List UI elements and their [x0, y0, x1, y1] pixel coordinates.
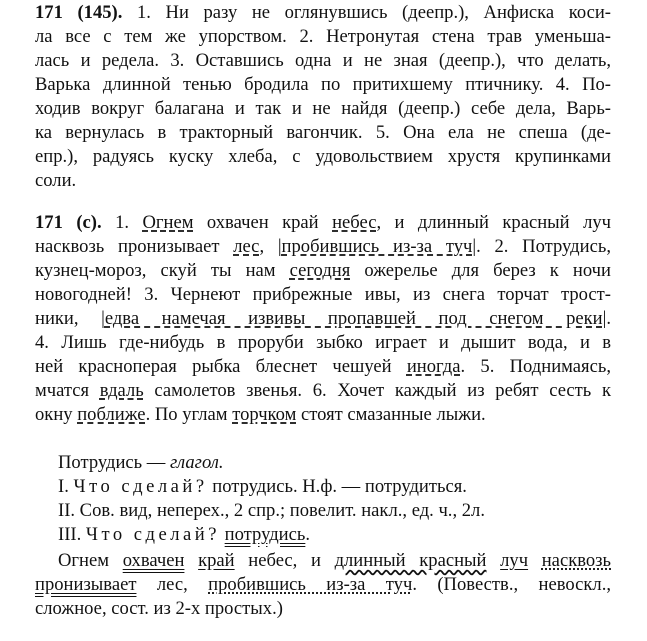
ex145-line-6: ка вернулась в тракторный вагончик. 5. Она ела не спеша (де-: [35, 122, 611, 143]
exc-line-6: 4. Лишь где-нибудь в проруби зыбко играет и дышит вода, и в: [35, 332, 611, 353]
analysis-row-3: III. Что сделай? потрудись.: [58, 524, 310, 545]
sentence-line-2: пронизывает лес, пробившись из-за туч. (Повеств., невоскл.,: [35, 574, 611, 595]
ex145-line-4: Варька длинной тенью бродила по притихшему птичнику. 4. По-: [35, 74, 611, 95]
ex145-line-3: лась и редела. 3. Оставшись одна и не зная (деепр.), что делать,: [35, 50, 611, 71]
analysis-heading: Потрудись — глагол.: [58, 452, 224, 473]
exc-line-2: насквозь пронизывает лес, |пробившись из-за туч|. 2. Потрудись,: [35, 236, 611, 257]
exc-line-1: 171 (с). 1. Огнем охвачен край небес, и длинный красный луч: [35, 212, 611, 233]
analysis-row-1: I. Что сделай? потрудись. Н.ф. — потрудиться.: [58, 476, 467, 497]
ex145-line-5: ходив вокруг балагана и так и не найдя (деепр.) себе дела, Варь-: [35, 98, 611, 119]
exc-line-7: ней красноперая рыбка блеснет чешуей иногда. 5. Поднимаясь,: [35, 356, 611, 377]
ex145-line-2: ла все с тем же упорством. 2. Нетронутая стена трав уменьша-: [35, 26, 611, 47]
sentence-line-3: сложное, сост. из 2-х простых.): [35, 598, 283, 619]
ex145-line-8: соли.: [35, 170, 77, 191]
exc-line-3: кузнец-мороз, скуй ты нам сегодня ожерелье для берез к ночи: [35, 260, 611, 281]
ex145-number: 171 (145).: [35, 2, 123, 23]
analysis-row-2: II. Сов. вид, неперех., 2 спр.; повелит. накл., ед. ч., 2л.: [58, 500, 485, 521]
exc-line-4: новогодней! 3. Чернеют прибрежные ивы, из снега торчат трост-: [35, 284, 611, 305]
exc-line-5: ники, |едва намечая извивы пропавшей под снегом реки|.: [35, 308, 611, 329]
ex145-line-1: 171 (145). 1. Ни разу не оглянувшись (деепр.), Анфиска коси-: [35, 2, 611, 23]
ex145-line-7: епр.), радуясь куску хлеба, с удовольствием хрустя крупинками: [35, 146, 611, 167]
sentence-line-1: Огнем охвачен край небес, и длинный красный луч насквозь: [58, 550, 611, 571]
exc-line-8: мчатся вдаль самолетов звенья. 6. Хочет каждый из ребят сесть к: [35, 380, 611, 401]
exc-line-9: окну поближе. По углам торчком стоят смазанные лыжи.: [35, 404, 486, 425]
exc-number: 171 (с).: [35, 212, 102, 233]
